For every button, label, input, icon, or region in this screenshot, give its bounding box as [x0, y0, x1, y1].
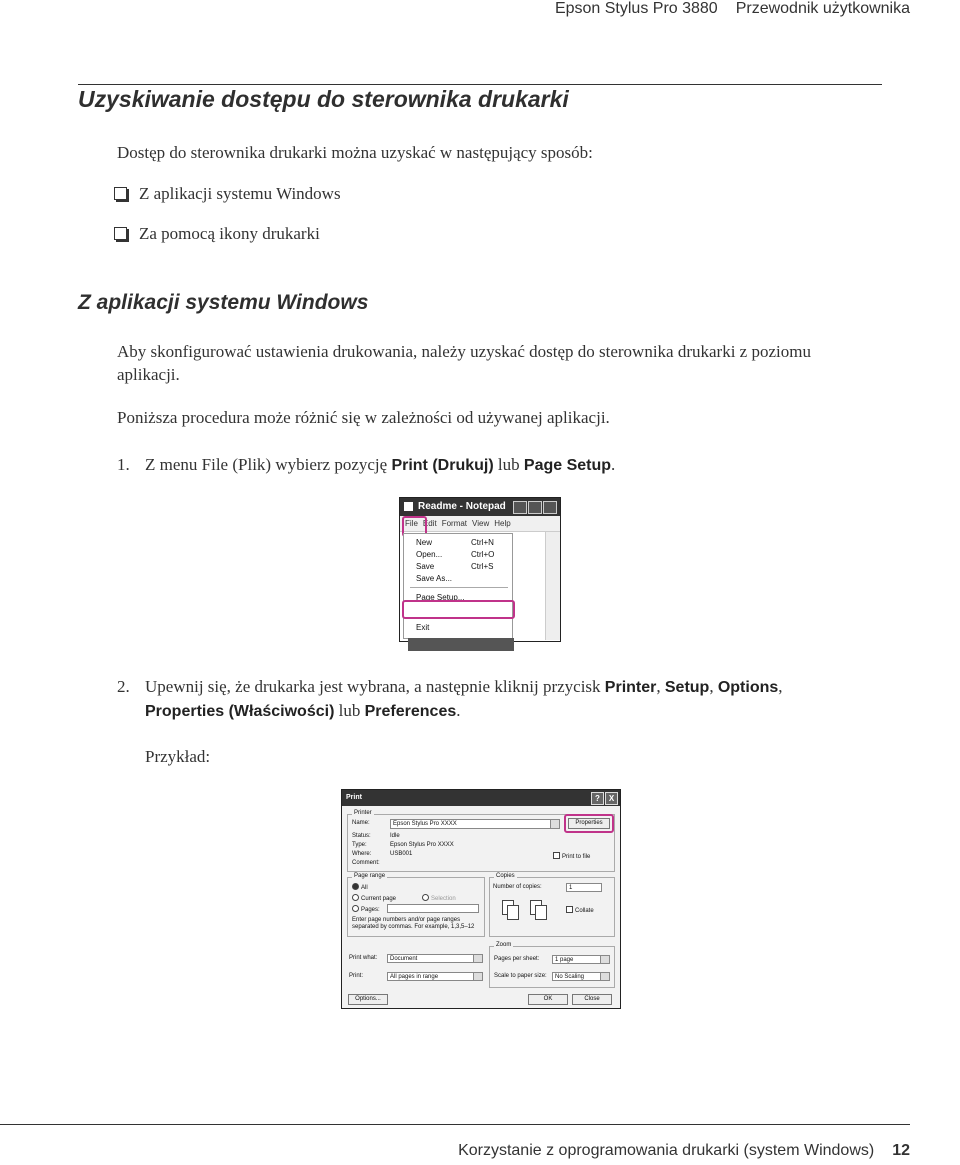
- print-row-highlight: [408, 638, 514, 651]
- ok-button[interactable]: OK: [528, 994, 568, 1005]
- scale-select[interactable]: No Scaling: [552, 972, 610, 981]
- page-title: Uzyskiwanie dostępu do sterownika drukarki: [78, 86, 569, 112]
- section-para-2: Poniższa procedura może różnić się w zależności od używanej aplikacji.: [117, 408, 610, 427]
- radio-current-page[interactable]: Current page: [352, 894, 396, 902]
- pages-per-sheet-select[interactable]: 1 page: [552, 955, 610, 964]
- close-icon[interactable]: [543, 501, 557, 514]
- radio-all[interactable]: All: [352, 883, 368, 891]
- menu-help[interactable]: Help: [494, 519, 511, 528]
- section-title: Z aplikacji systemu Windows: [78, 291, 369, 314]
- menu-item-exit[interactable]: Exit: [416, 623, 430, 632]
- chevron-down-icon: [473, 955, 482, 962]
- menu-item-save-as[interactable]: Save As...: [416, 574, 453, 583]
- print-item-highlight: [402, 600, 515, 619]
- notepad-icon: [404, 502, 413, 511]
- menu-view[interactable]: View: [472, 519, 490, 528]
- print-dialog-screenshot: Print ? X Printer Name: Epson Stylus Pro XXXX Properties Status: Idle Type: Epson Stylus Pro XXXX Where: USB001 Comment: Print to file Page range All Current page Selection Pages: Enter page numbers and/or page ranges separated by commas. For example, 1,3,5–12 Copies Number of copies: 1 Collate Print what: Document Print: All pages in range Zoom Pages per sheet: 1 page Scale to paper size: No Scaling Options... OK Close: [341, 789, 621, 1009]
- menu-item-open[interactable]: Open... Ctrl+O: [416, 550, 495, 559]
- pages-input[interactable]: [387, 904, 479, 913]
- options-button[interactable]: Options...: [348, 994, 388, 1005]
- section-para-1: Aby skonfigurować ustawienia drukowania, należy uzyskać dostęp do sterownika drukarki z poziomu aplikacji.: [117, 342, 811, 384]
- print-dialog-title: Print: [346, 794, 362, 801]
- file-dropdown-menu: [403, 533, 513, 639]
- radio-selection[interactable]: Selection: [422, 894, 456, 902]
- menu-item-print[interactable]: Print... Ctrl+P: [416, 604, 494, 613]
- menu-file[interactable]: File: [405, 519, 418, 528]
- footer-rule: [0, 1124, 910, 1125]
- print-to-file-checkbox[interactable]: Print to file: [553, 852, 590, 860]
- radio-pages[interactable]: Pages:: [352, 905, 380, 913]
- minimize-icon[interactable]: [513, 501, 527, 514]
- header-rule: [78, 84, 882, 85]
- bullet-item: Za pomocą ikony drukarki: [114, 224, 320, 244]
- checkbox-bullet-icon: [114, 187, 127, 200]
- chevron-down-icon: [473, 973, 482, 980]
- print-what-select[interactable]: Document: [387, 954, 483, 963]
- menu-edit[interactable]: Edit: [422, 519, 437, 528]
- collate-checkbox[interactable]: Collate: [566, 906, 594, 914]
- printer-group: Printer: [347, 814, 615, 872]
- menu-item-page-setup[interactable]: Page Setup...: [416, 593, 465, 602]
- menu-item-save[interactable]: Save Ctrl+S: [416, 562, 494, 571]
- step-2: 2. Upewnij się, że drukarka jest wybrana, a następnie kliknij przycisk Printer, Setup, Options, Properties (Właściwości) lub Preferences.: [117, 677, 783, 720]
- chevron-down-icon: [600, 973, 609, 980]
- header-product: Epson Stylus Pro 3880: [554, 0, 718, 17]
- properties-highlight: [564, 814, 614, 833]
- copies-group: Copies: [489, 877, 615, 937]
- header-guide: Przewodnik użytkownika: [735, 0, 910, 17]
- close-icon[interactable]: X: [605, 792, 618, 805]
- properties-button[interactable]: Properties: [568, 818, 610, 829]
- print-range-select[interactable]: All pages in range: [387, 972, 483, 981]
- copies-stepper[interactable]: 1: [566, 883, 602, 892]
- checkbox-bullet-icon: [114, 227, 127, 240]
- menu-format[interactable]: Format: [441, 519, 468, 528]
- notepad-screenshot: [399, 497, 561, 642]
- notepad-title: Readme - Notepad: [418, 501, 506, 512]
- zoom-group: Zoom: [489, 946, 615, 988]
- intro-text: Dostęp do sterownika drukarki można uzyskać w następujący sposób:: [117, 143, 593, 162]
- maximize-icon[interactable]: [528, 501, 542, 514]
- page-icon: [535, 905, 547, 920]
- example-label: Przykład:: [145, 747, 211, 766]
- menu-separator: [410, 587, 508, 588]
- chevron-down-icon: [550, 820, 559, 828]
- page-number: 12: [892, 1142, 910, 1159]
- page-range-group: Page range: [347, 877, 485, 937]
- page-header: [555, 0, 910, 18]
- page-icon: [507, 905, 519, 920]
- chevron-down-icon: [600, 956, 609, 963]
- menu-item-new[interactable]: New Ctrl+N: [416, 538, 494, 547]
- page-footer: [458, 1142, 910, 1160]
- bullet-item: Z aplikacji systemu Windows: [114, 184, 341, 204]
- printer-name-select[interactable]: Epson Stylus Pro XXXX: [390, 819, 560, 829]
- scrollbar[interactable]: [545, 532, 560, 640]
- help-icon[interactable]: ?: [591, 792, 604, 805]
- footer-text: Korzystanie z oprogramowania drukarki (system Windows): [458, 1142, 875, 1159]
- step-1: 1. Z menu File (Plik) wybierz pozycję Print (Drukuj) lub Page Setup.: [117, 455, 616, 474]
- close-button[interactable]: Close: [572, 994, 612, 1005]
